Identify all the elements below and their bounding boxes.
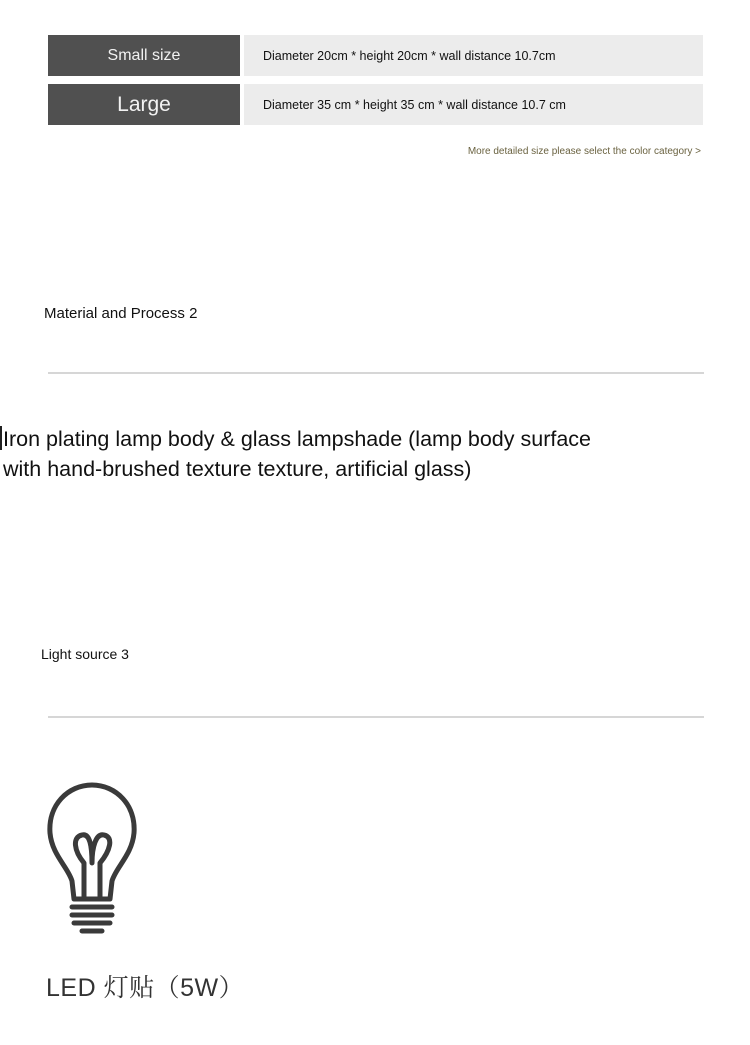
size-value-small: Diameter 20cm * height 20cm * wall distance 10.7cm bbox=[244, 35, 703, 76]
size-row-small bbox=[48, 35, 703, 76]
size-value-large: Diameter 35 cm * height 35 cm * wall distance 10.7 cm bbox=[244, 84, 703, 125]
light-section-title: Light source 3 bbox=[41, 646, 129, 662]
size-row-large bbox=[48, 84, 703, 125]
more-size-note: More detailed size please select the color category > bbox=[467, 146, 701, 157]
size-label-large: Large bbox=[48, 84, 240, 125]
divider bbox=[48, 372, 704, 374]
material-description: Iron plating lamp body & glass lampshade (lamp body surface with hand-brushed texture texture, artificial glass) bbox=[3, 427, 591, 481]
divider bbox=[48, 716, 704, 718]
led-source-label: LED 灯贴（5W） bbox=[46, 974, 245, 1002]
material-section-title: Material and Process 2 bbox=[44, 305, 198, 322]
text-cursor bbox=[0, 426, 2, 450]
light-bulb-icon bbox=[44, 781, 140, 941]
size-label-small: Small size bbox=[48, 35, 240, 76]
